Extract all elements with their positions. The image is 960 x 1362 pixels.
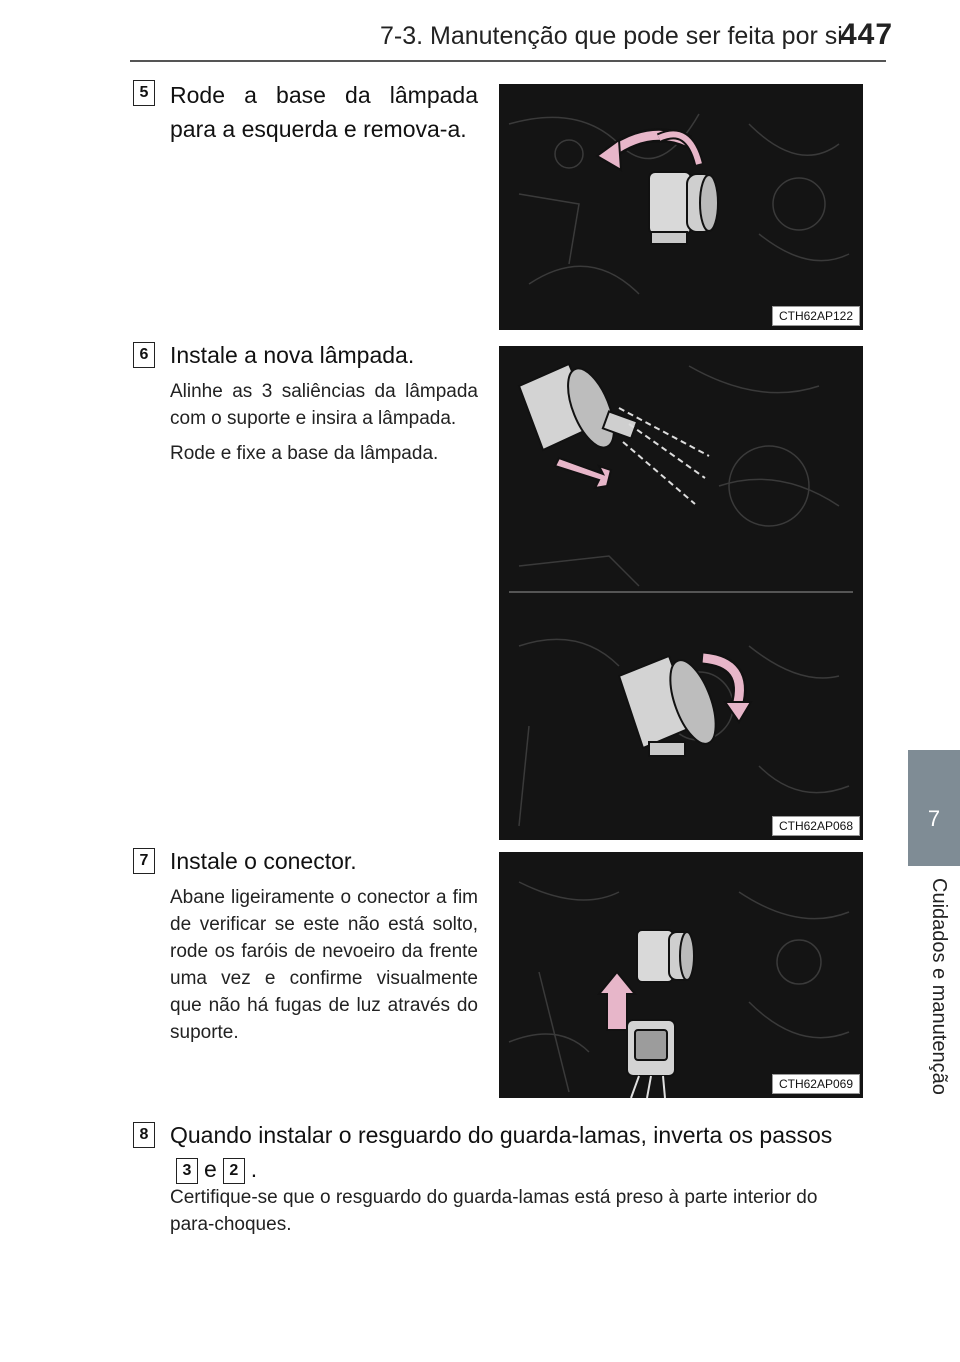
image-code: CTH62AP068 (772, 816, 860, 836)
step-ref-3: 3 (176, 1158, 198, 1184)
step-number-6: 6 (133, 342, 155, 368)
step-8-title-text: Quando instalar o resguardo do guarda-lamas, inverta os passos (170, 1122, 833, 1148)
chapter-number: 7 (927, 806, 941, 831)
step-ref-2: 2 (223, 1158, 245, 1184)
header-rule (130, 60, 886, 62)
step-5-title: Rode a base da lâmpada para a esquerda e remova-a. (170, 82, 478, 142)
step-6-title: Instale a nova lâmpada. (170, 342, 415, 368)
section-title: 7-3. Manutenção que pode ser feita por si (380, 22, 843, 50)
page-number: 447 (840, 18, 894, 51)
step-8-conj: e (204, 1156, 217, 1182)
image-code: CTH62AP122 (772, 306, 860, 326)
step-7-title: Instale o conector. (170, 848, 357, 874)
image-code: CTH62AP069 (772, 1074, 860, 1094)
step-5-illustration (499, 84, 863, 330)
chapter-tab (908, 750, 960, 866)
step-6-desc-1: Alinhe as 3 saliências da lâmpada com o suporte e insira a lâmpada. (170, 381, 478, 429)
step-8-title (170, 1118, 870, 1186)
step-number-5: 5 (133, 80, 155, 106)
bulb-install-drawing (499, 346, 863, 840)
bulb-removal-drawing (499, 84, 863, 330)
step-6-description (170, 378, 478, 467)
step-number-7: 7 (133, 848, 155, 874)
step-7-description (170, 884, 478, 1046)
step-8-description: Certifique-se que o resguardo do guarda-lamas está preso à parte interior do para-choques. (170, 1187, 818, 1235)
step-number-8: 8 (133, 1122, 155, 1148)
step-7-desc-1: Abane ligeiramente o conector a fim de verificar se este não está solto, rode os faróis de nevoeiro da frente uma vez e confirme visualmente que não há fugas de luz através do suporte. (170, 887, 478, 1043)
step-8-title-end: . (250, 1156, 258, 1182)
connector-install-drawing (499, 852, 863, 1098)
chapter-title: Cuidados e manutenção (928, 878, 950, 1095)
step-6-desc-2: Rode e fixe a base da lâmpada. (170, 443, 439, 464)
step-7-illustration (499, 852, 863, 1098)
step-6-illustration (499, 346, 863, 840)
